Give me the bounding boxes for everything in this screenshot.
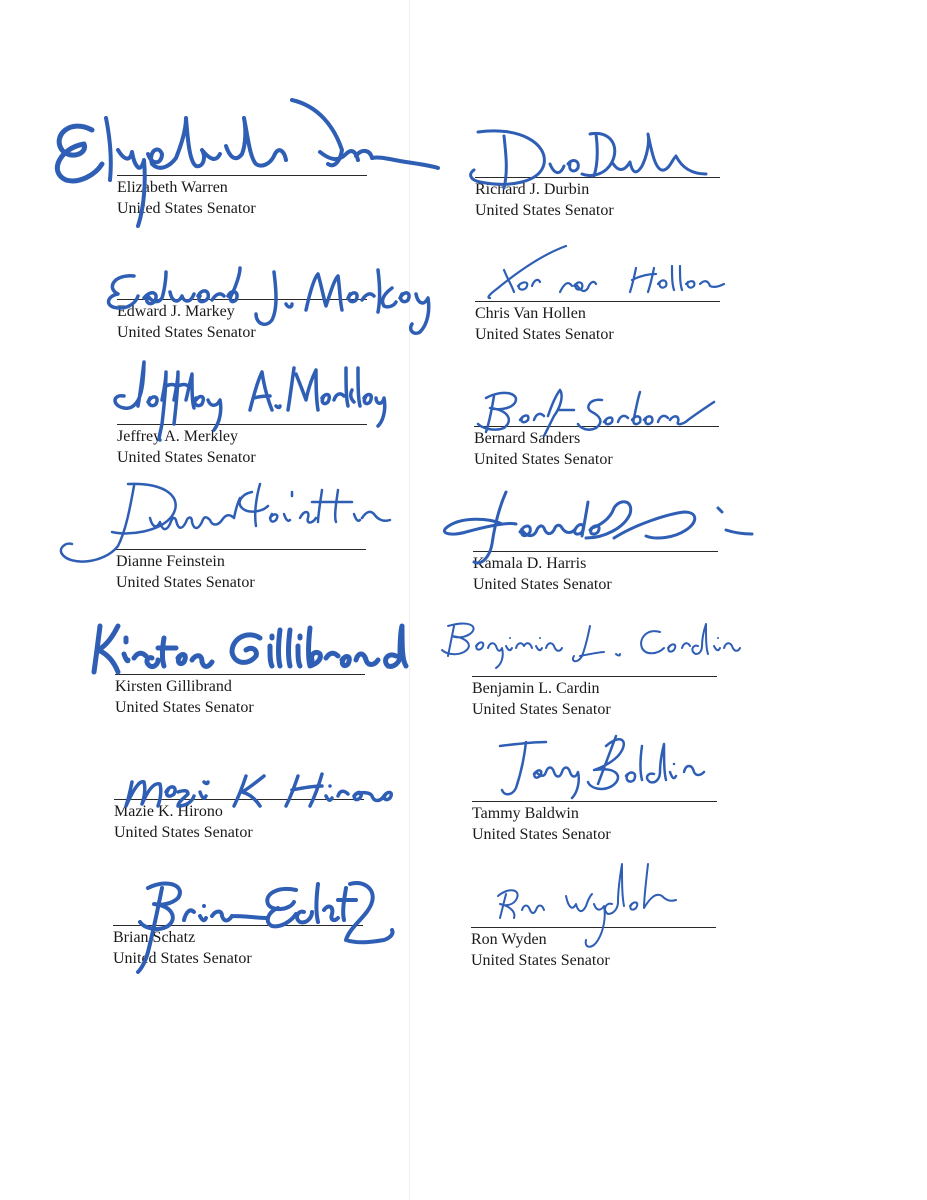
signatory-title: United States Senator bbox=[117, 324, 256, 341]
signature-line bbox=[114, 799, 364, 800]
signatory-name: Chris Van Hollen bbox=[475, 305, 586, 322]
signatory-name: Dianne Feinstein bbox=[116, 553, 225, 570]
signatory-title: United States Senator bbox=[472, 826, 611, 843]
signature-line bbox=[472, 676, 717, 677]
signature-line bbox=[116, 549, 366, 550]
signature-line bbox=[472, 801, 717, 802]
signature-van-hollen bbox=[470, 240, 730, 310]
signature-line bbox=[475, 177, 720, 178]
signature-warren bbox=[40, 88, 440, 248]
signature-line bbox=[471, 927, 716, 928]
signatory-title: United States Senator bbox=[475, 202, 614, 219]
signature-line bbox=[475, 301, 720, 302]
signature-line bbox=[117, 424, 367, 425]
signature-line bbox=[113, 925, 363, 926]
signatory-name: Benjamin L. Cardin bbox=[472, 680, 600, 697]
signatory-name: Tammy Baldwin bbox=[472, 805, 579, 822]
signatory-title: United States Senator bbox=[114, 824, 253, 841]
signatory-title: United States Senator bbox=[471, 952, 610, 969]
signature-line bbox=[117, 175, 367, 176]
signatory-name: Richard J. Durbin bbox=[475, 181, 590, 198]
signatory-title: United States Senator bbox=[474, 451, 613, 468]
signatory-title: United States Senator bbox=[473, 576, 612, 593]
signatory-name: Edward J. Markey bbox=[117, 303, 235, 320]
signature-feinstein bbox=[56, 474, 396, 574]
signature-cardin bbox=[428, 612, 748, 672]
signatory-title: United States Senator bbox=[472, 701, 611, 718]
signatory-title: United States Senator bbox=[116, 574, 255, 591]
signatory-name: Brian Schatz bbox=[113, 929, 196, 946]
signatory-title: United States Senator bbox=[117, 200, 256, 217]
signatory-name: Elizabeth Warren bbox=[117, 179, 228, 196]
signature-line bbox=[474, 426, 719, 427]
signatory-title: United States Senator bbox=[115, 699, 254, 716]
signature-baldwin bbox=[490, 726, 720, 806]
signatory-name: Jeffrey A. Merkley bbox=[117, 428, 238, 445]
signature-line bbox=[117, 299, 367, 300]
signatory-title: United States Senator bbox=[117, 449, 256, 466]
signature-line bbox=[473, 551, 718, 552]
page-crease bbox=[409, 0, 410, 1200]
signatory-name: Kamala D. Harris bbox=[473, 555, 587, 572]
signatory-name: Mazie K. Hirono bbox=[114, 803, 223, 820]
signatory-title: United States Senator bbox=[113, 950, 252, 967]
signatory-name: Kirsten Gillibrand bbox=[115, 678, 232, 695]
signature-line bbox=[115, 674, 365, 675]
signatory-title: United States Senator bbox=[475, 326, 614, 343]
signatory-name: Bernard Sanders bbox=[474, 430, 581, 447]
signatory-name: Ron Wyden bbox=[471, 931, 547, 948]
signature-gillibrand bbox=[84, 616, 424, 686]
